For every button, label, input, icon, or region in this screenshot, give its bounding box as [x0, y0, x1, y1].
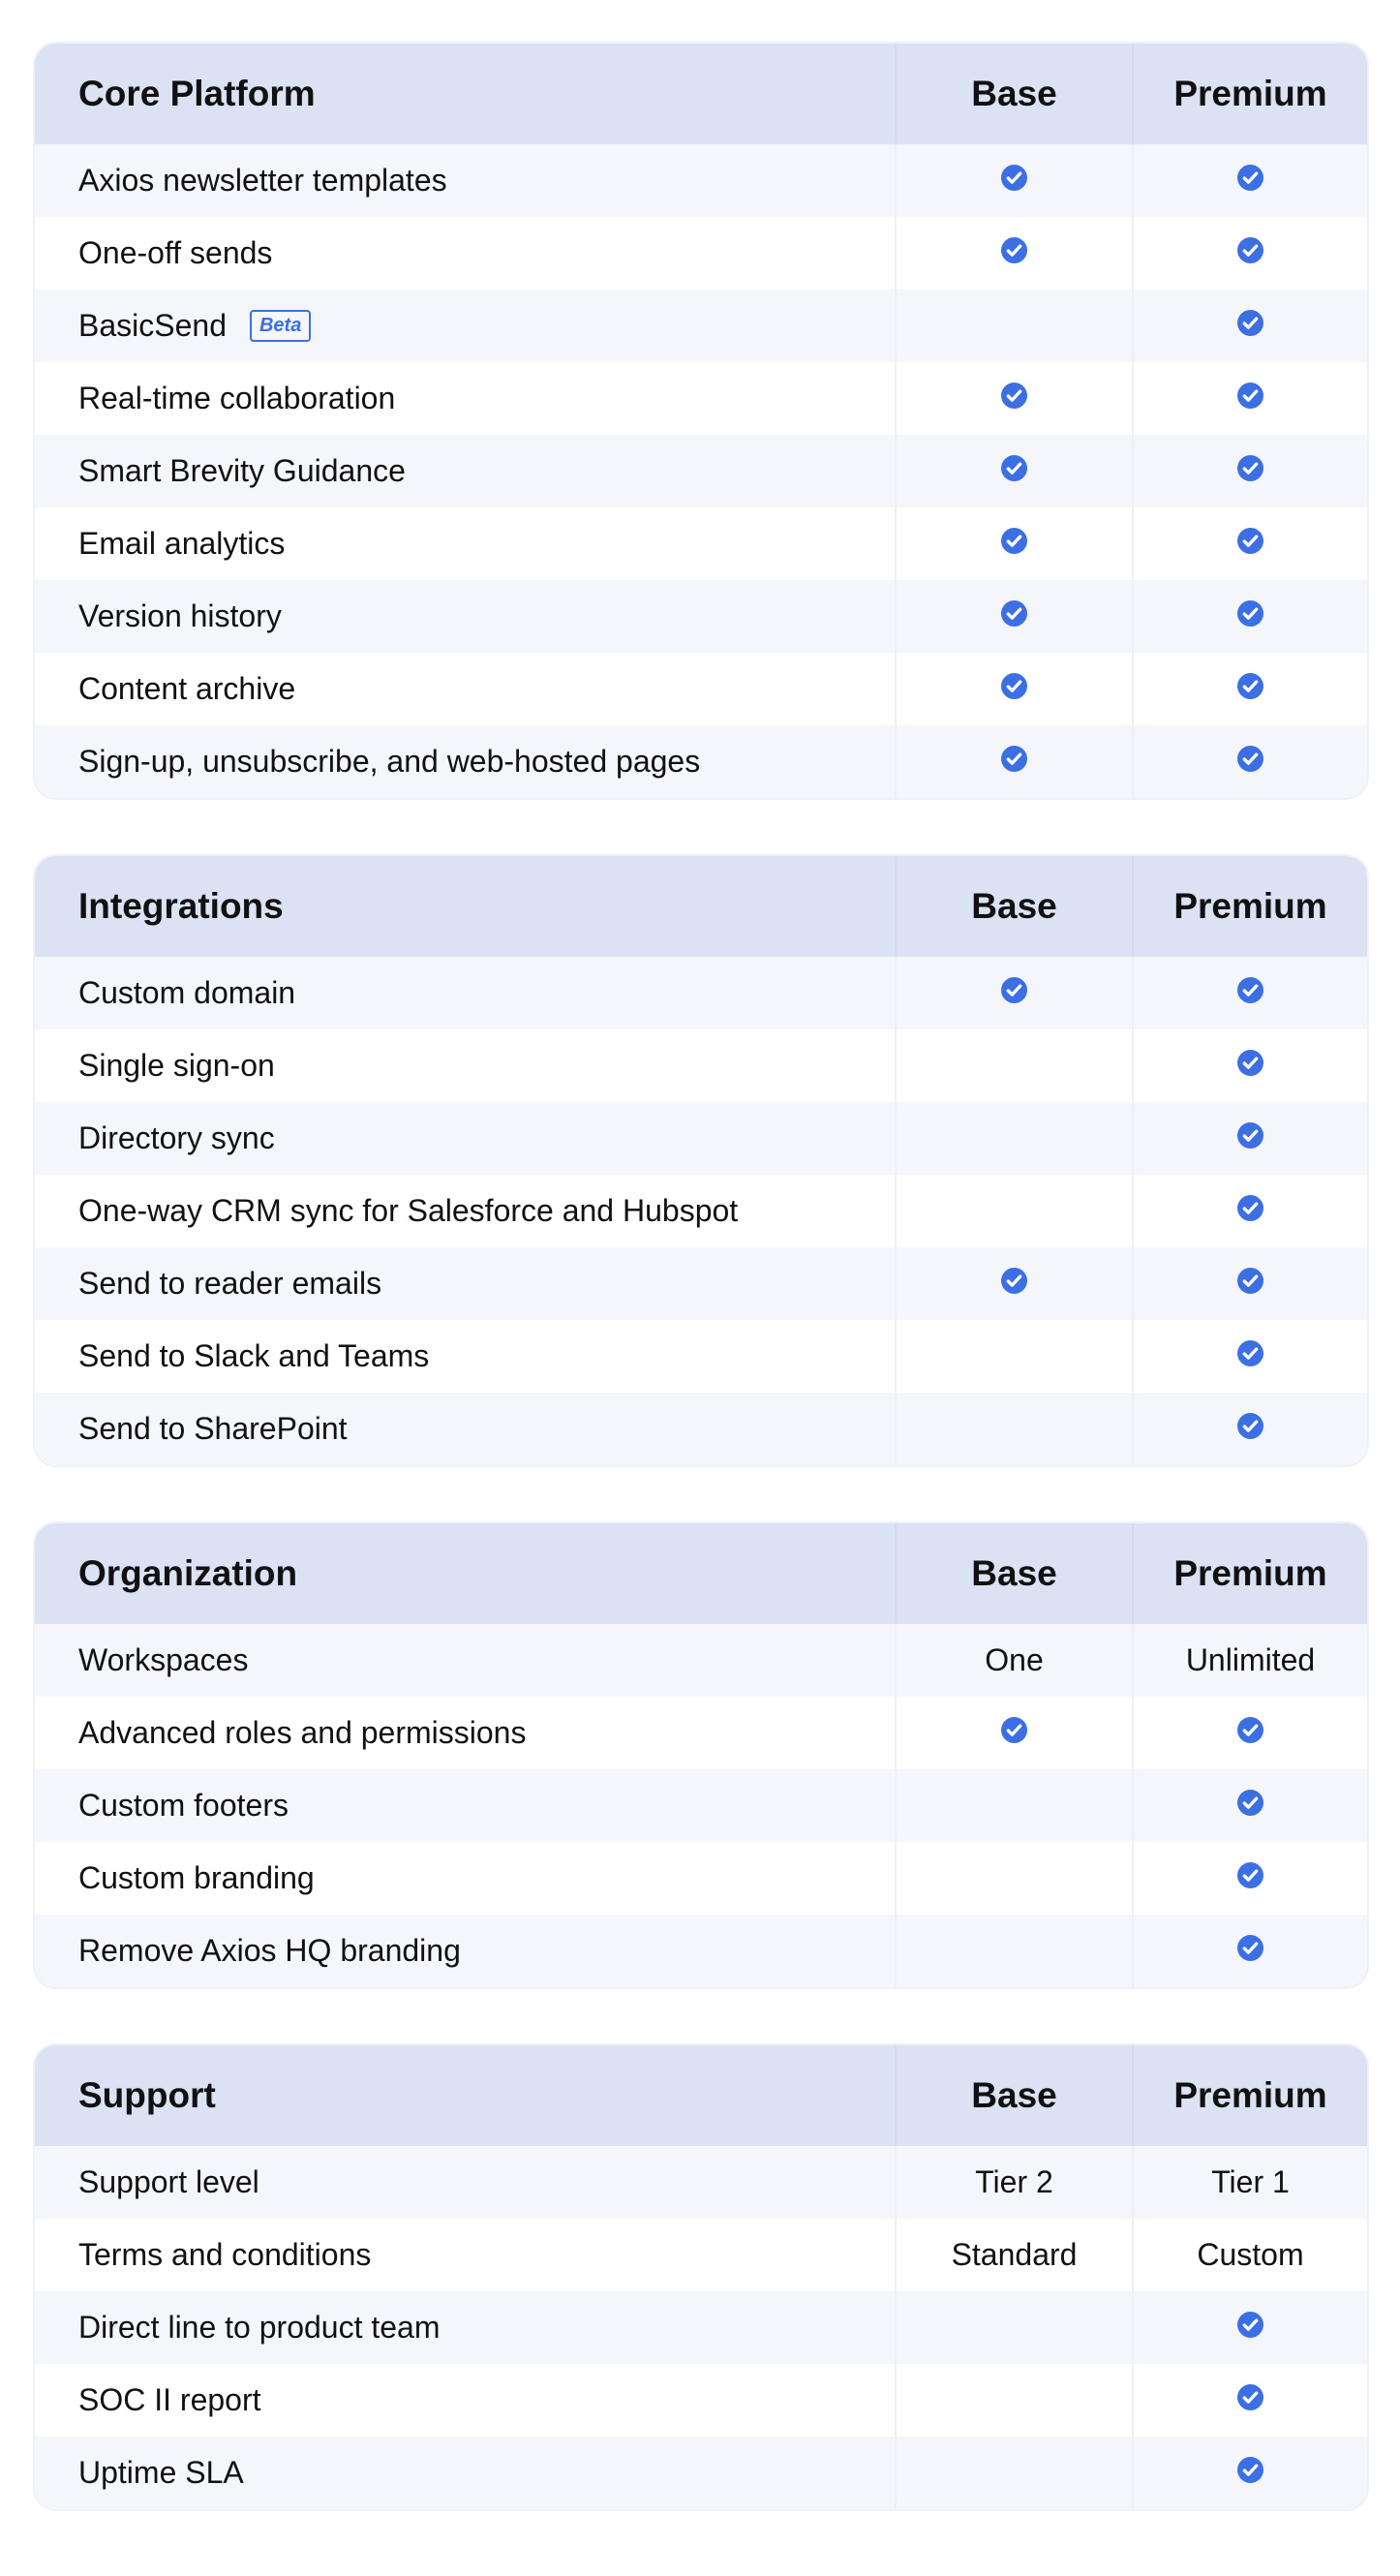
check-icon: [1237, 1338, 1263, 1374]
check-icon: [1237, 163, 1263, 199]
premium-cell: [1132, 144, 1367, 217]
base-cell: [895, 1175, 1132, 1247]
column-header-base: Base: [895, 2045, 1132, 2146]
base-cell: [895, 1769, 1132, 1842]
feature-cell: [35, 1697, 895, 1769]
section-title: Support: [78, 2075, 216, 2115]
base-cell: [895, 2146, 1132, 2219]
feature-label: One-off sends: [78, 235, 273, 270]
feature-label: Content archive: [78, 671, 296, 706]
premium-cell: [1132, 1697, 1367, 1769]
feature-cell: [35, 144, 895, 217]
premium-cell: [1132, 507, 1367, 580]
check-icon: [1001, 163, 1027, 199]
base-cell: [895, 957, 1132, 1029]
table-row: [35, 362, 1367, 435]
section-title: Core Platform: [78, 74, 316, 113]
base-cell: [895, 2364, 1132, 2437]
table-row: [35, 1029, 1367, 1102]
premium-cell: [1132, 1393, 1367, 1465]
table-row: [35, 1393, 1367, 1465]
column-header-base: Base: [895, 1523, 1132, 1624]
feature-label: BasicSend: [78, 308, 227, 343]
base-cell: [895, 1624, 1132, 1697]
check-icon: [1237, 2455, 1263, 2491]
premium-cell: [1132, 2146, 1367, 2219]
feature-cell: [35, 2219, 895, 2291]
base-cell: [895, 217, 1132, 290]
check-icon: [1237, 975, 1263, 1011]
check-icon: [1001, 235, 1027, 271]
premium-cell: [1132, 217, 1367, 290]
feature-cell: [35, 725, 895, 798]
table-row: [35, 2146, 1367, 2219]
feature-cell: [35, 290, 895, 362]
check-icon: [1237, 1788, 1263, 1824]
table-row: [35, 1915, 1367, 1987]
feature-label: Smart Brevity Guidance: [78, 453, 406, 488]
premium-cell: [1132, 725, 1367, 798]
check-icon: [1001, 1715, 1027, 1751]
column-header-premium: Premium: [1132, 2045, 1367, 2146]
column-header-premium: Premium: [1132, 44, 1367, 144]
premium-cell: [1132, 1029, 1367, 1102]
base-cell: [895, 1393, 1132, 1465]
base-cell: [895, 1029, 1132, 1102]
feature-label: SOC II report: [78, 2382, 261, 2417]
check-icon: [1237, 2382, 1263, 2418]
table-header: [35, 1523, 1367, 1624]
feature-cell: [35, 2291, 895, 2364]
check-icon: [1237, 1120, 1263, 1156]
feature-label: Single sign-on: [78, 1048, 275, 1083]
check-icon: [1237, 453, 1263, 489]
feature-label: Send to reader emails: [78, 1266, 382, 1301]
feature-cell: [35, 362, 895, 435]
base-cell: [895, 653, 1132, 725]
table-row: [35, 1697, 1367, 1769]
check-icon: [1237, 598, 1263, 634]
feature-label: Send to Slack and Teams: [78, 1338, 430, 1373]
table-header: [35, 856, 1367, 957]
table-row: [35, 1175, 1367, 1247]
feature-label: Uptime SLA: [78, 2455, 244, 2490]
check-icon: [1001, 1266, 1027, 1302]
table-header: [35, 2045, 1367, 2146]
check-icon: [1237, 671, 1263, 707]
base-cell: [895, 1320, 1132, 1393]
feature-label: Email analytics: [78, 526, 286, 561]
feature-label: Custom footers: [78, 1788, 289, 1823]
feature-cell: [35, 507, 895, 580]
feature-label: Version history: [78, 598, 282, 633]
feature-label: Advanced roles and permissions: [78, 1715, 527, 1750]
premium-cell-text: Unlimited: [1185, 1642, 1316, 1677]
feature-label: Custom domain: [78, 975, 296, 1010]
feature-label: Directory sync: [78, 1120, 275, 1155]
check-icon: [1237, 744, 1263, 780]
table-row: [35, 1769, 1367, 1842]
table-organization: [35, 1523, 1367, 1987]
check-icon: [1001, 381, 1027, 416]
feature-label: Custom branding: [78, 1860, 315, 1895]
feature-cell: [35, 2364, 895, 2437]
premium-cell: [1132, 1769, 1367, 1842]
premium-cell: [1132, 2219, 1367, 2291]
table-row: [35, 144, 1367, 217]
feature-cell: [35, 1102, 895, 1175]
table-row: [35, 2437, 1367, 2509]
feature-cell: [35, 435, 895, 507]
base-cell: [895, 2219, 1132, 2291]
table-row: [35, 1842, 1367, 1915]
table-header: [35, 44, 1367, 144]
base-cell-text: Tier 2: [975, 2164, 1053, 2199]
premium-cell: [1132, 362, 1367, 435]
check-icon: [1237, 1860, 1263, 1896]
base-cell: [895, 1247, 1132, 1320]
check-icon: [1001, 975, 1027, 1011]
check-icon: [1237, 1933, 1263, 1969]
base-cell: [895, 1102, 1132, 1175]
feature-cell: [35, 1029, 895, 1102]
check-icon: [1001, 453, 1027, 489]
premium-cell: [1132, 580, 1367, 653]
base-cell: [895, 362, 1132, 435]
check-icon: [1237, 1411, 1263, 1447]
table-row: [35, 580, 1367, 653]
base-cell: [895, 144, 1132, 217]
table-row: [35, 435, 1367, 507]
feature-cell: [35, 957, 895, 1029]
premium-cell: [1132, 2364, 1367, 2437]
base-cell-text: One: [985, 1642, 1044, 1677]
base-cell: [895, 435, 1132, 507]
table-integrations: [35, 856, 1367, 1465]
table-row: [35, 1102, 1367, 1175]
premium-cell: [1132, 2437, 1367, 2509]
check-icon: [1237, 526, 1263, 562]
check-icon: [1237, 1266, 1263, 1302]
premium-cell: [1132, 290, 1367, 362]
table-core-platform: [35, 44, 1367, 798]
table-row: [35, 507, 1367, 580]
table-row: [35, 1247, 1367, 1320]
base-cell: [895, 2437, 1132, 2509]
column-header-premium: Premium: [1132, 856, 1367, 957]
premium-cell: [1132, 1102, 1367, 1175]
check-icon: [1001, 598, 1027, 634]
base-cell: [895, 725, 1132, 798]
feature-cell: [35, 2146, 895, 2219]
feature-label: Workspaces: [78, 1642, 249, 1677]
feature-cell: [35, 1915, 895, 1987]
table-row: [35, 2291, 1367, 2364]
table-row: [35, 1624, 1367, 1697]
check-icon: [1237, 1193, 1263, 1229]
check-icon: [1237, 235, 1263, 271]
feature-label: Send to SharePoint: [78, 1411, 348, 1446]
premium-cell: [1132, 1842, 1367, 1915]
table-row: [35, 725, 1367, 798]
column-header-premium: Premium: [1132, 1523, 1367, 1624]
feature-cell: [35, 2437, 895, 2509]
feature-cell: [35, 217, 895, 290]
feature-label: Support level: [78, 2164, 259, 2199]
check-icon: [1237, 1048, 1263, 1084]
table-row: [35, 217, 1367, 290]
premium-cell: [1132, 435, 1367, 507]
check-icon: [1001, 671, 1027, 707]
feature-cell: [35, 1320, 895, 1393]
column-header-base: Base: [895, 856, 1132, 957]
feature-cell: [35, 1624, 895, 1697]
premium-cell-text: Custom: [1197, 2237, 1304, 2272]
feature-label: Remove Axios HQ branding: [78, 1933, 461, 1968]
check-icon: [1237, 1715, 1263, 1751]
check-icon: [1237, 2310, 1263, 2346]
feature-label: Direct line to product team: [78, 2310, 441, 2345]
premium-cell: [1132, 653, 1367, 725]
base-cell: [895, 1842, 1132, 1915]
feature-label: One-way CRM sync for Salesforce and Hubspot: [78, 1193, 739, 1228]
premium-cell: [1132, 1320, 1367, 1393]
check-icon: [1237, 308, 1263, 344]
table-row: [35, 957, 1367, 1029]
check-icon: [1001, 744, 1027, 780]
feature-cell: [35, 653, 895, 725]
feature-cell: [35, 1393, 895, 1465]
premium-cell: [1132, 1915, 1367, 1987]
base-cell: [895, 290, 1132, 362]
feature-label: Axios newsletter templates: [78, 163, 447, 198]
feature-cell: [35, 1769, 895, 1842]
table-row: [35, 653, 1367, 725]
table-row: [35, 2364, 1367, 2437]
feature-label: Terms and conditions: [78, 2237, 372, 2272]
base-cell: [895, 580, 1132, 653]
feature-cell: [35, 1175, 895, 1247]
feature-label: Sign-up, unsubscribe, and web-hosted pages: [78, 744, 701, 779]
check-icon: [1237, 381, 1263, 416]
premium-cell-text: Tier 1: [1211, 2164, 1290, 2199]
section-title: Organization: [78, 1553, 298, 1593]
table-row: [35, 2219, 1367, 2291]
base-cell: [895, 2291, 1132, 2364]
beta-badge: Beta: [250, 310, 311, 342]
feature-cell: [35, 1842, 895, 1915]
table-row: [35, 1320, 1367, 1393]
feature-cell: [35, 1247, 895, 1320]
premium-cell: [1132, 2291, 1367, 2364]
premium-cell: [1132, 1247, 1367, 1320]
feature-label: Real-time collaboration: [78, 381, 396, 415]
base-cell: [895, 1915, 1132, 1987]
premium-cell: [1132, 1175, 1367, 1247]
premium-cell: [1132, 957, 1367, 1029]
section-title: Integrations: [78, 886, 284, 926]
check-icon: [1001, 526, 1027, 562]
base-cell-text: Standard: [951, 2237, 1078, 2272]
table-support: [35, 2045, 1367, 2509]
feature-cell: [35, 580, 895, 653]
premium-cell: [1132, 1624, 1367, 1697]
base-cell: [895, 1697, 1132, 1769]
table-row: [35, 290, 1367, 362]
base-cell: [895, 507, 1132, 580]
column-header-base: Base: [895, 44, 1132, 144]
